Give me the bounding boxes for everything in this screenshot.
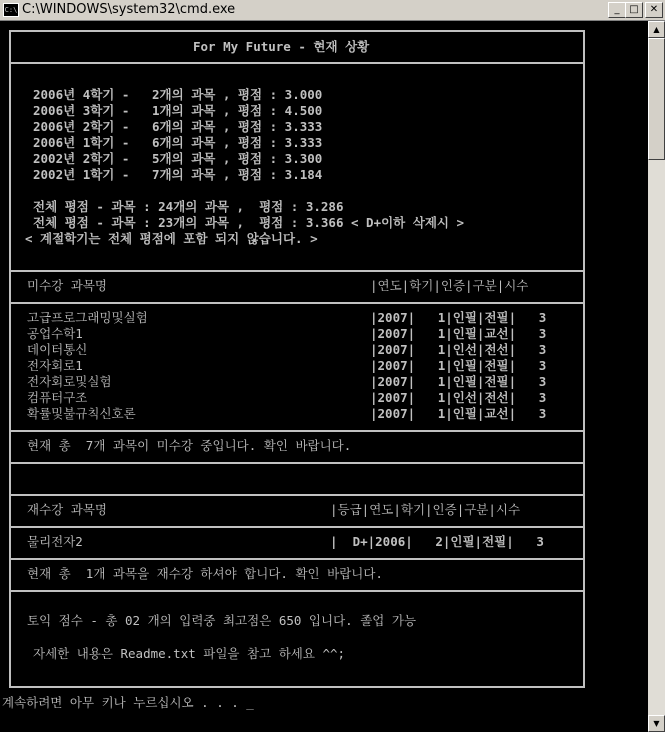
list-item-cols: |2007| 1|인필|교선| 3 [370,326,547,341]
console-area[interactable] [0,21,648,732]
semester-line: 2006년 4학기 - 2개의 과목 , 평점 : 3.000 [33,87,323,102]
unregistered-summary: 현재 총 7개 과목이 미수강 중입니다. 확인 바랍니다. [27,438,352,453]
maximize-button[interactable]: □ [625,2,643,18]
list-item-cols: |2007| 1|인선|전선| 3 [370,390,547,405]
retake-header-name: 재수강 과목명 [27,502,107,517]
toeic-box [9,590,585,688]
semester-line: 2002년 1학기 - 7개의 과목 , 평점 : 3.184 [33,167,323,182]
unregistered-header-cols: |연도|학기|인증|구분|시수 [370,278,529,293]
scroll-down-button[interactable]: ▼ [648,715,665,732]
scroll-up-button[interactable]: ▲ [648,21,665,38]
retake-summary: 현재 총 1개 과목을 재수강 하셔야 합니다. 확인 바랍니다. [27,566,383,581]
empty-box [9,462,585,494]
close-button[interactable]: ✕ [645,2,663,18]
semester-line: 2006년 2학기 - 6개의 과목 , 평점 : 3.333 [33,119,323,134]
retake-header-cols: |등급|연도|학기|인증|구분|시수 [330,502,521,517]
total-gpa-adjusted-line: 전체 평점 - 과목 : 23개의 과목 , 평점 : 3.366 < D+이하 삭제시 > [33,215,465,230]
readme-line: 자세한 내용은 Readme.txt 파일을 참고 하세요 ^^; [33,646,346,661]
list-item-name: 확률및불규칙신호론 [27,406,136,421]
title-bar[interactable] [0,0,665,21]
continue-prompt: 계속하려면 아무 키나 누르십시오 . . . _ [2,695,254,710]
list-item-name: 전자회로1 [27,358,83,373]
page-title: For My Future - 현재 상황 [193,39,370,54]
retake-item-cols: | D+|2006| 2|인필|전필| 3 [330,534,544,549]
list-item-name: 고급프로그래밍및실험 [27,310,148,325]
list-item-name: 공업수학1 [27,326,83,341]
list-item-cols: |2007| 1|인필|교선| 3 [370,406,547,421]
semester-line: 2002년 2학기 - 5개의 과목 , 평점 : 3.300 [33,151,323,166]
window-title: C:\WINDOWS\system32\cmd.exe [22,2,236,17]
list-item-name: 데이터통신 [27,342,88,357]
semester-line: 2006년 3학기 - 1개의 과목 , 평점 : 4.500 [33,103,323,118]
unregistered-header-name: 미수강 과목명 [27,278,107,293]
total-gpa-line: 전체 평점 - 과목 : 24개의 과목 , 평점 : 3.286 [33,199,344,214]
list-item-cols: |2007| 1|인선|전선| 3 [370,342,547,357]
minimize-button[interactable]: _ [608,2,626,18]
season-note: < 계절학기는 전체 평점에 포함 되지 않습니다. > [25,231,318,246]
scroll-thumb[interactable] [648,38,665,160]
retake-item-name: 물리전자2 [27,534,83,549]
list-item-name: 컴퓨터구조 [27,390,88,405]
toeic-line: 토익 점수 - 총 02 개의 입력중 최고점은 650 입니다. 졸업 가능 [27,613,417,628]
vertical-scrollbar[interactable] [648,21,665,732]
list-item-name: 전자회로및실험 [27,374,112,389]
cmd-app-icon[interactable]: C:\ [3,3,19,17]
list-item-cols: |2007| 1|인필|전필| 3 [370,358,547,373]
list-item-cols: |2007| 1|인필|전필| 3 [370,374,547,389]
list-item-cols: |2007| 1|인필|전필| 3 [370,310,547,325]
semester-line: 2006년 1학기 - 6개의 과목 , 평점 : 3.333 [33,135,323,150]
